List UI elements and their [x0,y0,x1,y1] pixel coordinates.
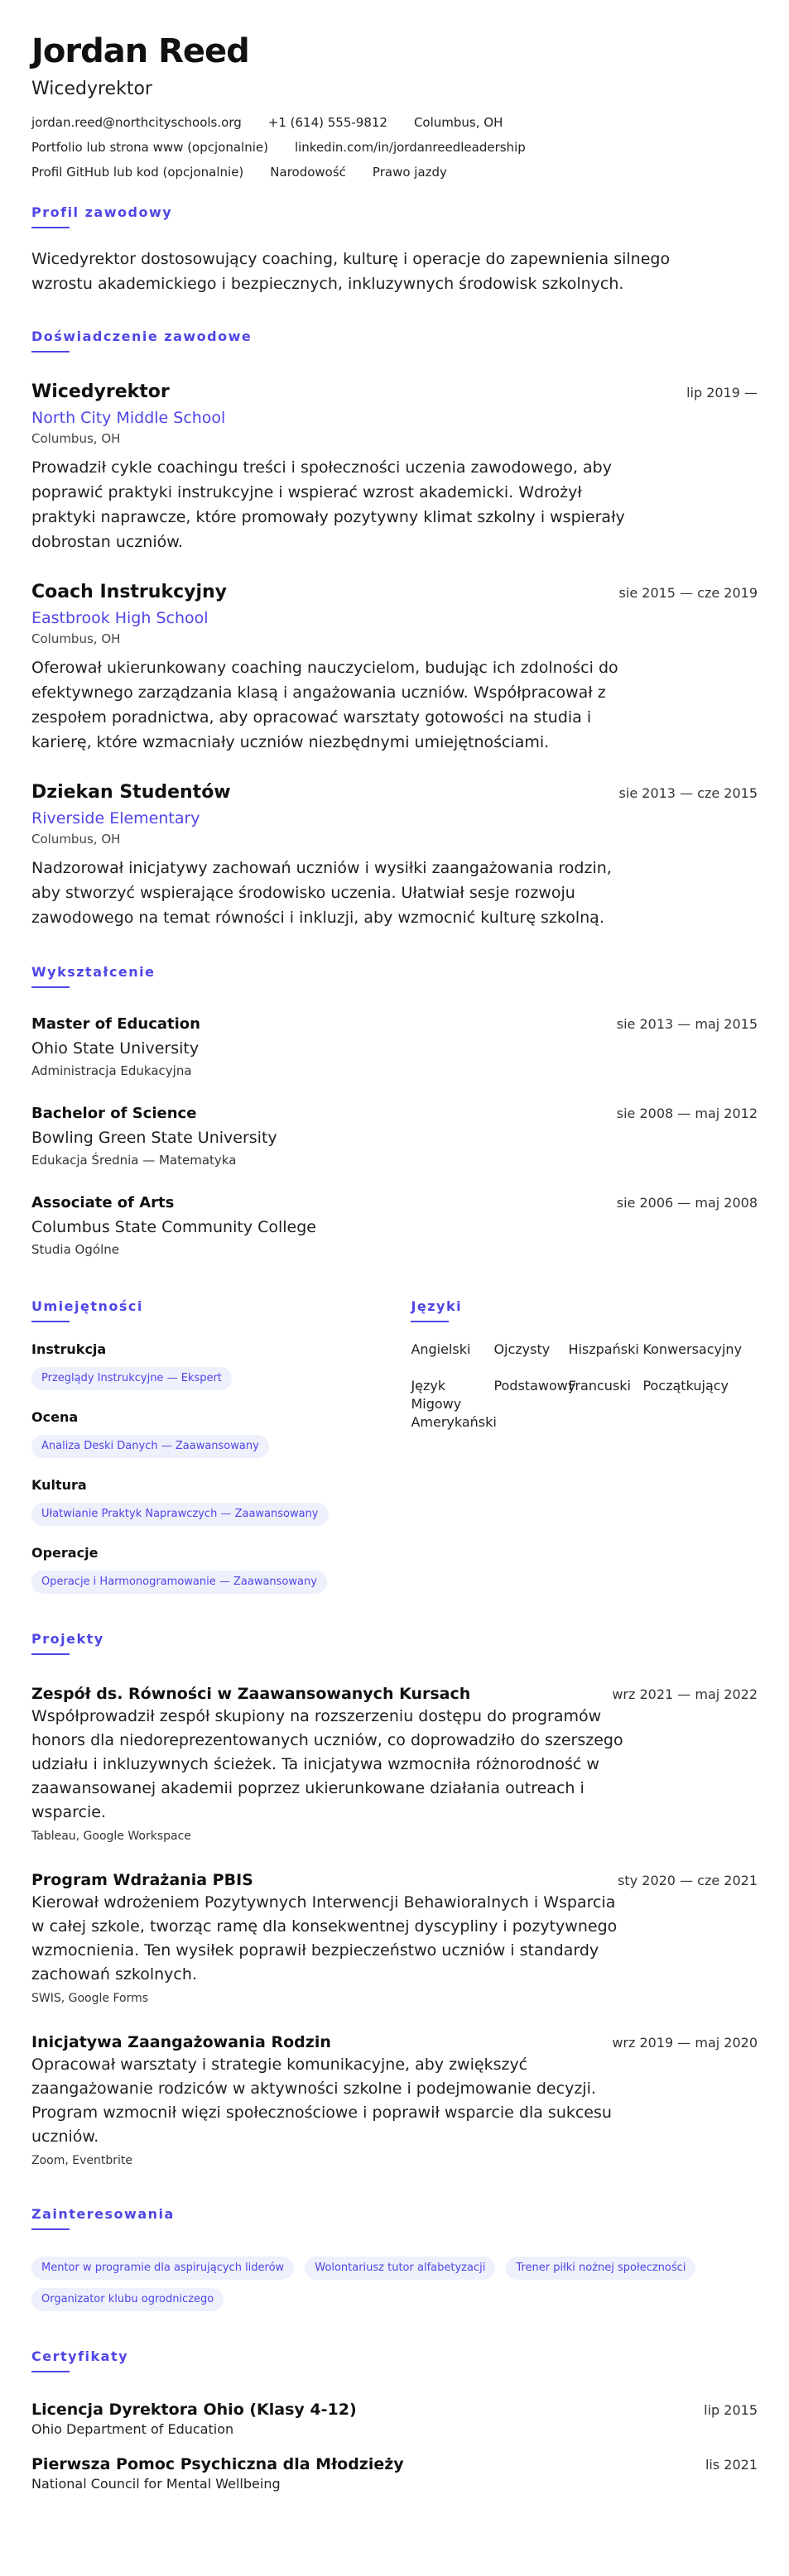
language-name: Język Migowy Amerykański [411,1378,497,1430]
skill-group-name: Ocena [31,1409,79,1425]
interest-chip: Trener piłki nożnej społeczności [506,2257,695,2280]
interest-chip: Wolontariusz tutor alfabetyzacji [305,2257,495,2280]
certificate-entry [31,2454,758,2493]
skills-section [31,1298,411,1594]
job-company: Eastbrook High School [31,609,209,627]
interest-chip: Mentor w programie dla aspirujących liderów [31,2257,294,2280]
job-description: Nadzorował inicjatywy zachowań uczniów i wysiłki zaangażowania rodzin, aby stworzyć wspierające środowisko uczenia. Ułatwiał sesje rozwoju zawodowego na temat równości i inkluzji, aby wzmocnić kulturę szkolną. [31,859,612,927]
education-field: Studia Ogólne [31,1242,119,1257]
profile-summary: Wicedyrektor dostosowujący coaching, kulturę i operacje do zapewnienia silnego wzrostu akademickiego i bezpiecznych, inkluzywnych środowisk szkolnych. [31,250,671,293]
project-description: Opracował warsztaty i strategie komunikacyjne, aby zwiększyć zaangażowanie rodziców w aktywności szkolne i podejmowanie decyzji. Program wzmocnił więzi społecznościowe i poprawił wsparcie dla sukcesu uczniów. [31,2056,612,2146]
certificate-date: lip 2015 [704,2402,758,2418]
language-level: Podstawowy [493,1378,576,1394]
job-description: Oferował ukierunkowany coaching nauczycielom, budując ich zdolności do efektywnego zarządzania klasą i angażowania uczniów. Współpracował z zespołem poradnictwa, aby opracować warsztaty gotowości na studia i karierę, które wzmacniały uczniów niezbędnymi umiejętnościami. [31,659,618,751]
contact-nationality: Narodowość [270,165,346,180]
section-divider [31,1321,70,1322]
project-date: sty 2020 — cze 2021 [618,1873,758,1888]
skill-group-name: Instrukcja [31,1341,107,1357]
skill-chip: Ułatwianie Praktyk Naprawczych — Zaawansowany [31,1503,329,1526]
contact-block [31,114,758,180]
contact-linkedin[interactable]: linkedin.com/in/jordanreedleadership [294,140,526,155]
project-tech: Tableau, Google Workspace [31,1830,191,1843]
section-heading: Doświadczenie zawodowe [31,329,253,344]
education-entry [31,1193,758,1258]
contact-license: Prawo jazdy [372,165,447,180]
job-title: Wicedyrektor [31,381,170,402]
project-title: Inicjatywa Zaangażowania Rodzin [31,2033,331,2051]
job-date: sie 2013 — cze 2015 [618,785,758,801]
project-title: Zespół ds. Równości w Zaawansowanych Kursach [31,1685,471,1703]
job-date: lip 2019 — [686,385,758,401]
project-entry [31,2032,758,2169]
interests-list [31,2248,760,2311]
certificates-section [31,2348,758,2493]
profile-section [31,204,758,296]
language-level: Początkujący [642,1378,729,1394]
project-date: wrz 2019 — maj 2020 [612,2035,758,2051]
project-description: Współprowadził zespół skupiony na rozszerzeniu dostępu do programów honors dla niedoreprezentowanych uczniów, co doprowadziło do szerszego udziału i inkluzywnych ścieżek. Ta inicjatywa wzmocniła różnorodność w zaawansowanej akademii poprzez ukierunkowane działania outreach i wsparcie. [31,1707,623,1821]
contact-github[interactable]: Profil GitHub lub kod (opcjonalnie) [31,165,244,180]
interest-chip: Organizator klubu ogrodniczego [31,2288,224,2311]
job-description: Prowadził cykle coachingu treści i społeczności uczenia zawodowego, aby poprawić praktyki instrukcyjne i wspierać wzrost akademicki. Wdrożył praktyki naprawcze, które promowały pozytywny klimat szkolny i wspierały dobrostan uczniów. [31,458,625,551]
section-divider [31,986,70,988]
contact-phone[interactable]: +1 (614) 555-9812 [267,115,387,130]
certificate-issuer: National Council for Mental Wellbeing [31,2476,281,2492]
experience-section [31,328,758,930]
job-company: Riverside Elementary [31,809,200,827]
section-heading: Projekty [31,1631,104,1647]
section-divider [31,227,70,228]
skill-chip: Przeglądy Instrukcyjne — Ekspert [31,1367,232,1390]
section-heading: Języki [411,1298,463,1314]
job-date: sie 2015 — cze 2019 [618,585,758,601]
project-entry [31,1869,758,2007]
skill-group [31,1476,411,1526]
certificate-name: Licencja Dyrektora Ohio (Klasy 4-12) [31,2401,357,2419]
job-location: Columbus, OH [31,631,121,646]
job-entry [31,781,758,930]
certificate-issuer: Ohio Department of Education [31,2421,234,2437]
education-entry [31,1104,758,1168]
language-name: Francuski [568,1378,631,1394]
job-entry [31,381,758,554]
skill-group [31,1408,411,1458]
education-field: Edukacja Średnia — Matematyka [31,1153,237,1168]
education-entry [31,1015,758,1079]
section-divider [31,2228,70,2230]
section-divider [31,351,70,353]
languages-section [411,1298,758,1594]
job-title: Dziekan Studentów [31,782,231,803]
skill-chip: Analiza Deski Danych — Zaawansowany [31,1435,269,1458]
education-field: Administracja Edukacyjna [31,1063,192,1078]
contact-location: Columbus, OH [413,115,503,130]
project-date: wrz 2021 — maj 2022 [612,1686,758,1702]
skills-languages-row [31,1298,758,1594]
projects-section [31,1630,758,2169]
contact-portfolio[interactable]: Portfolio lub strona www (opcjonalnie) [31,140,268,155]
section-divider [31,2371,70,2372]
education-date: sie 2006 — maj 2008 [616,1195,758,1211]
candidate-name: Jordan Reed [31,32,249,70]
education-date: sie 2013 — maj 2015 [616,1016,758,1032]
education-date: sie 2008 — maj 2012 [616,1106,758,1121]
job-title: Coach Instrukcyjny [31,582,227,602]
skill-group-name: Operacje [31,1545,99,1561]
language-name: Hiszpański [568,1341,639,1357]
job-location: Columbus, OH [31,431,121,446]
education-school: Bowling Green State University [31,1129,277,1147]
section-heading: Wykształcenie [31,964,156,980]
section-divider [31,1653,70,1655]
section-heading: Zainteresowania [31,2206,175,2222]
section-heading: Umiejętności [31,1298,143,1314]
education-school: Ohio State University [31,1039,200,1058]
project-tech: SWIS, Google Forms [31,1992,149,2005]
section-heading: Profil zawodowy [31,204,173,220]
project-tech: Zoom, Eventbrite [31,2154,133,2167]
languages-grid [411,1341,758,1432]
certificate-date: lis 2021 [705,2457,758,2473]
language-name: Angielski [411,1341,471,1357]
education-degree: Master of Education [31,1015,200,1033]
education-section [31,963,758,1258]
interests-section [31,2205,758,2311]
section-heading: Certyfikaty [31,2348,129,2364]
job-company: North City Middle School [31,409,226,427]
education-degree: Associate of Arts [31,1194,175,1211]
language-level: Ojczysty [493,1341,551,1357]
education-degree: Bachelor of Science [31,1105,197,1122]
project-title: Program Wdrażania PBIS [31,1871,253,1889]
skill-chip: Operacje i Harmonogramowanie — Zaawansowany [31,1571,327,1594]
job-entry [31,581,758,755]
language-level: Konwersacyjny [642,1341,743,1357]
contact-email[interactable]: jordan.reed@northcityschools.org [31,115,242,130]
certificate-entry [31,2399,758,2439]
candidate-title: Wicedyrektor [31,79,152,99]
section-divider [411,1321,449,1322]
skill-group-name: Kultura [31,1477,87,1493]
job-location: Columbus, OH [31,832,121,847]
skill-group [31,1341,411,1390]
project-entry [31,1683,758,1844]
skill-group [31,1544,411,1594]
certificate-name: Pierwsza Pomoc Psychiczna dla Młodzieży [31,2455,404,2473]
project-description: Kierował wdrożeniem Pozytywnych Interwencji Behawioralnych i Wsparcia w całej szkole, tworząc ramę dla konsekwentnej dyscypliny i pozytywnego wzmocnienia. Ten wysiłek poprawił bezpieczeństwo uczniów i standardy zachowań szkolnych. [31,1893,618,1984]
education-school: Columbus State Community College [31,1218,316,1236]
